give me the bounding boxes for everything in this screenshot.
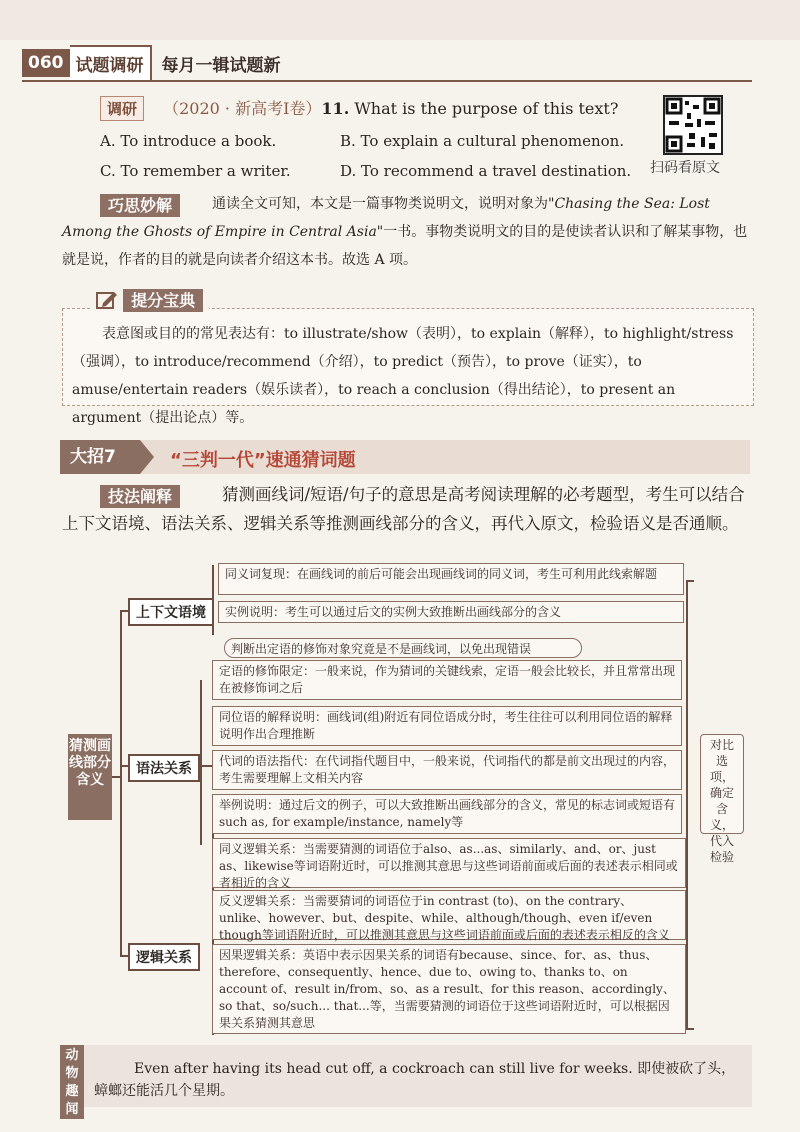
method-banner [60, 440, 750, 474]
method-text: 猜测画线词/短语/句子的意思是高考阅读理解的必考题型，考生可以结合上下文语境、语法关系、逻辑关系等推测画线部分的含义，再代入原文，检验语义是否通顺。 [62, 485, 745, 533]
analysis-label: 巧思妙解 [100, 194, 180, 217]
tip-label: 提分宝典 [123, 289, 203, 312]
option-d: D. To recommend a travel destination. [340, 162, 632, 180]
question-tag: 调研 [100, 96, 144, 121]
question-line [100, 96, 618, 121]
page-header [22, 48, 281, 78]
mm-attribute-note: 判断出定语的修饰对象究竟是不是画线词，以免出现错误 [224, 638, 582, 658]
mm-antonym-logic: 反义逻辑关系：当需要猜词的词语位于in contrast (to)、on the contrary、unlike、however、but、despite、while、although/though、even if/even though等词语附近时，可以推测其意思与这些词语前面或后面的表述表示相反的含义 [212, 890, 686, 940]
qr-caption: 扫码看原文 [650, 160, 720, 176]
analysis-text-1: 通读全文可知，本文是一篇事物类说明文，说明对象为" [212, 196, 555, 212]
qr-code-icon [665, 97, 721, 153]
branch-context: 上下文语境 [128, 598, 214, 626]
mm-example: 实例说明：考生可以通过后文的实例大致推断出画线部分的含义 [218, 601, 684, 623]
page-number: 060 [22, 49, 70, 77]
option-a: A. To introduce a book. [100, 132, 277, 150]
header-subtitle: 每月一辑试题新 [161, 55, 281, 76]
tip-text: 表意图或目的的常见表达有：to illustrate/show（表明），to explain（解释），to highlight/stress（强调），to introduce/recommend（介绍），to predict（预告），to prove（证实），to amuse/entertain readers（娱乐读者），to reach a conclusion（得出结论），to present an argument（提出论点）等。 [72, 326, 734, 426]
mm-illustration: 举例说明：通过后文的例子，可以大致推断出画线部分的含义，常见的标志词或短语有such as, for example/instance, namely等 [212, 794, 682, 834]
header-rule [22, 80, 752, 82]
pencil-note-icon [96, 290, 118, 310]
mm-attribute: 定语的修饰限定：一般来说，作为猜词的关键线索，定语一般会比较长，并且常常出现在被修饰词之后 [212, 660, 682, 700]
analysis-text [62, 190, 752, 274]
footer-label: 动物趣闻 [60, 1045, 84, 1119]
top-band [0, 0, 800, 40]
mm-cause-effect: 因果逻辑关系：英语中表示因果关系的词语有because、since、for、as、thus、therefore、consequently、hence、due to、owing to、thanks to、on account of、result in/from、so、as a result、for this reason、accordingly、so that、so/such... that...等，当需要猜测的词语位于这些词语附近时，可以根据因果关系猜测其意思 [212, 944, 686, 1034]
qr-code[interactable] [663, 95, 723, 155]
mm-synonym: 同义词复现：在画线词的前后可能会出现画线词的同义词，考生可利用此线索解题 [218, 563, 684, 595]
question-number: 11. [321, 99, 350, 118]
analysis-text-2: "一书。事物类说明文的目的是使读者认识和了解某事物，也就是说，作者的目的就是向读者介绍这本书。故选 A 项。 [62, 224, 748, 268]
chevron-right-icon [140, 440, 154, 474]
footer-text: Even after having its head cut off, a cockroach can still live for weeks. 即使被砍了头，蟑螂还能活几个星期。 [94, 1061, 736, 1099]
mm-pronoun: 代词的语法指代：在代词指代题目中，一般来说，代词指代的都是前文出现过的内容，考生需要理解上文相关内容 [212, 750, 682, 790]
method-label: 技法阐释 [100, 485, 180, 508]
mindmap-right-note: 对比选项，确定含义，代入检验 [700, 734, 744, 834]
mm-synonym-logic: 同义逻辑关系：当需要猜测的词语位于also、as...as、similarly、and、or、just as、likewise等词语附近时，可以推测其意思与这些词语前面或后面的表述表示相同或者相近的含义 [212, 838, 686, 888]
tip-label-wrap [90, 288, 209, 311]
analysis-book-title: Chasing the Sea: Lost Among the Ghosts of Empire in Central Asia [62, 196, 710, 240]
method-banner-tag: 大招7 [60, 440, 140, 474]
mindmap-root: 猜测画线部分含义 [68, 734, 112, 820]
question-source: （2020 · 新高考Ⅰ卷） [163, 99, 322, 118]
method-banner-title: “三判一代”速通猜词题 [170, 450, 356, 471]
mm-appositive: 同位语的解释说明：画线词(组)附近有同位语成分时，考生往往可以利用同位语的解释说明作出合理推断 [212, 706, 682, 746]
option-c: C. To remember a writer. [100, 162, 291, 180]
branch-grammar: 语法关系 [128, 754, 200, 782]
question-text: What is the purpose of this text? [354, 99, 619, 118]
section-title: 试题调研 [70, 45, 152, 82]
option-b: B. To explain a cultural phenomenon. [340, 132, 625, 150]
branch-logic: 逻辑关系 [128, 943, 200, 971]
